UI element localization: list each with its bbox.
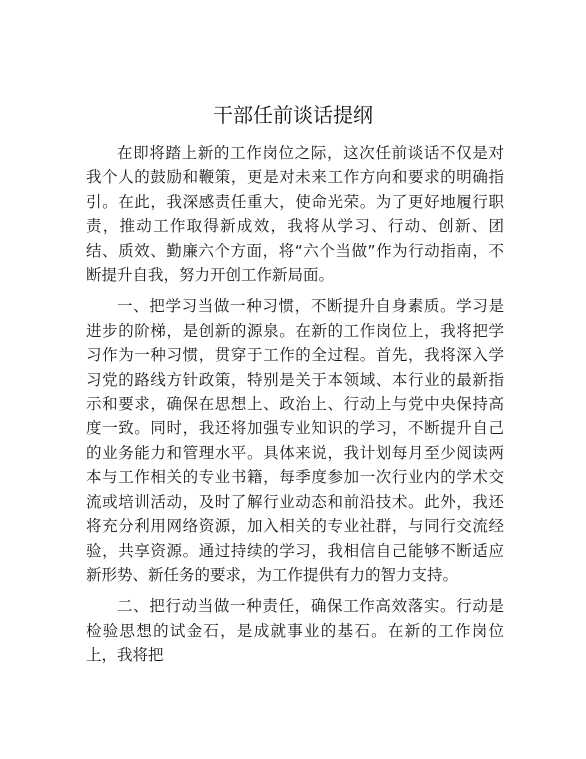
- paragraph-learning: 一、把学习当做一种习惯，不断提升自身素质。学习是进步的阶梯，是创新的源泉。在新的工作岗位上，我将把学习作为一种习惯，贯穿于工作的全过程。首先，我将深入学习党的路线方针政策，特别是关于本领域、本行业的最新指示和要求，确保在思想上、政治上、行动上与党中央保持高度一致。同时，我还将加强专业知识的学习，不断提升自己的业务能力和管理水平。具体来说，我计划每月至少阅读两本与工作相关的专业书籍，每季度参加一次行业内的学术交流或培训活动，及时了解行业动态和前沿技术。此外，我还将充分利用网络资源，加入相关的专业社群，与同行交流经验，共享资源。通过持续的学习，我相信自己能够不断适应新形势、新任务的要求，为工作提供有力的智力支持。: [86, 297, 504, 584]
- document-body: [86, 141, 504, 675]
- document-title: 干部任前谈话提纲: [213, 103, 373, 127]
- paragraph-action: 二、把行动当做一种责任，确保工作高效落实。行动是检验思想的试金石，是成就事业的基石。在新的工作岗位上，我将把: [86, 597, 504, 665]
- paragraph-intro: 在即将踏上新的工作岗位之际，这次任前谈话不仅是对我个人的鼓励和鞭策，更是对未来工作方向和要求的明确指引。在此，我深感责任重大，使命光荣。为了更好地履行职责，推动工作取得新成效，我将从学习、行动、创新、团结、质效、勤廉六个方面，将“六个当做”作为行动指南，不断提升自我，努力开创工作新局面。: [86, 144, 504, 285]
